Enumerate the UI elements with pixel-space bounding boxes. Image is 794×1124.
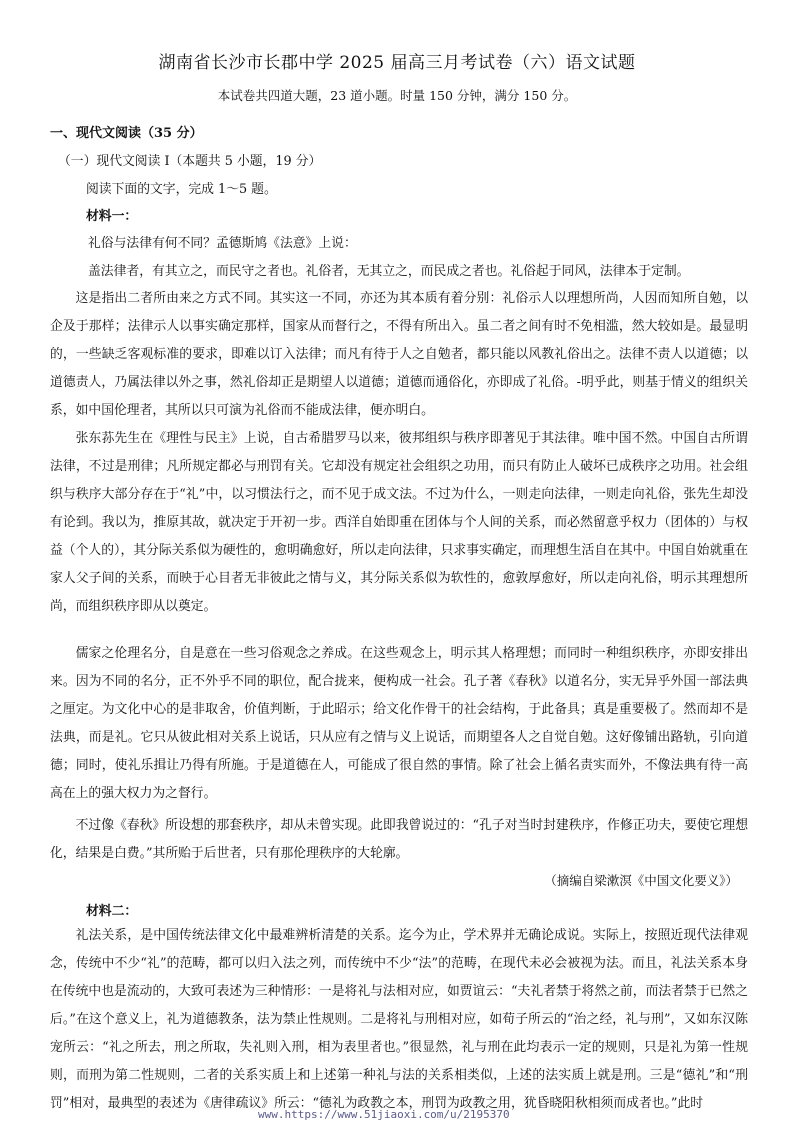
- material-1-paragraph: 不过像《春秋》所设想的那套秩序，却从未曾实现。此即我曾说过的：“孔子对当时封建秩序，作修正功夫，要使它理想化，结果是白费。”其所贻于后世者，只有那伦理秩序的大轮廓。: [50, 818, 748, 861]
- page-title: 湖南省长沙市长郡中学 2025 届高三月考试卷（六）语文试题: [158, 53, 636, 73]
- sub-section-heading: （一）现代文阅读 I（本题共 5 小题，19 分）: [58, 154, 322, 169]
- section-heading: 一、现代文阅读（35 分）: [50, 126, 203, 141]
- material-1-quote: 盖法律者，有其立之，而民守之者也。礼俗者，无其立之，而民成之者也。礼俗起于同风，法律本于定制。: [88, 264, 690, 279]
- material-1-intro: 礼俗与法律有何不同？孟德斯鸠《法意》上说：: [88, 236, 357, 251]
- material-1-paragraph: 这是指出二者所由来之方式不同。其实这一不同，亦还为其本质有着分别：礼俗示人以理想所尚，人因而知所自勉，以企及于那样；法律示人以事实确定那样，国家从而督行之，不得有所出入。虽二者之间有时不免相滥，然大较如是。最显明的，一些缺乏客观标准的要求，即难以订入法律；而凡有待于人之自勉者，都只能以风教礼俗出之。法律不责人以道德；以道德责人，乃属法律以外之事，然礼俗却正是期望人以道德；道德而通俗化，亦即成了礼俗。-明乎此，则基于情义的组织关系，如中国伦理者，其所以只可演为礼俗而不能成法律，便亦明白。: [50, 291, 748, 418]
- material-1-paragraph: 张东荪先生在《理性与民主》上说，自古希腊罗马以来，彼邦组织与秩序即著见于其法律。唯中国不然。中国自古所谓法律，不过是刑律；凡所规定都必与刑罚有关。它却没有规定社会组织之功用，而只有防止人破坏已成秩序之功用。社会组织与秩序大部分存在于“礼”中，以习惯法行之，而不见于成文法。不过为什么，一则走向法律，一则走向礼俗，张先生却没有论到。我以为，推原其故，就决定于开初一步。西洋自始即重在团体与个人间的关系，而必然留意乎权力（团体的）与权益（个人的），其分际关系似为硬性的，愈明确愈好，所以走向法律，只求事实确定，而理想生活自在其中。中国自始就重在家人父子间的关系，而映于心目者无非彼此之情与义，其分际关系似为软性的，愈敦厚愈好，所以走向礼俗，明示其理想所尚，而组织秩序即从以奠定。: [50, 431, 748, 614]
- material-2-paragraph: 礼法关系，是中国传统法律文化中最难辨析清楚的关系。迄今为止，学术界并无确论成说。实际上，按照近现代法律观念，传统中不少“礼”的范畴，都可以归入法之列，而传统中不少“法”的范畴，在现代未必会被视为法。而且，礼法关系本身在传统中也是流动的，大致可表述为三种情形：一是将礼与法相对应，如贾谊云：“夫礼者禁于将然之前，而法者禁于已然之后。”在这个意义上，礼为道德教条，法为禁止性规则。二是将礼与刑相对应，如荀子所云的“治之经，礼与刑”，又如东汉陈宠所云：“礼之所去，刑之所取，失礼则入刑，相为表里者也。”很显然，礼与刑在此均表示一定的规则，只是礼为第一性规则，而刑为第二性规则，二者的关系实质上和上述第一种礼与法的关系相类似，上述的法实质上就是刑。三是“德礼”和“刑罚”相对，最典型的表述为《唐律疏议》所云：“德礼为政教之本，刑罚为政教之用，犹昏晓阳秋相须而成者也。”此时: [50, 928, 748, 1111]
- material-1-source: （摘编自梁漱溟《中国文化要义》）: [544, 873, 738, 888]
- watermark-url: www.https://www.51jiaoxi.com/u/2195370: [258, 1108, 510, 1121]
- material-1-paragraph: 儒家之伦理名分，自是意在一些习俗观念之养成。在这些观念上，明示其人格理想；而同时一种组织秩序，亦即安排出来。因为不同的名分，正不外乎不同的职位，配合拢来，便构成一社会。孔子著《春秋》以道名分，实无异乎外国一部法典之厘定。为文化中心的是非取舍，价值判断，于此昭示；给文化作骨干的社会结构，于此备具；真是重要极了。然而却不是法典，而是礼。它只从彼此相对关系上说话，只从应有之情与义上说话，而期望各人之自觉自勉。这好像铺出路轨，引向道德；同时，使礼乐揖让乃得有所施。于是道德在人，可能成了很自然的事情。除了社会上循名责实而外，不像法典有待一高高在上的强大权力为之督行。: [50, 646, 748, 801]
- instruction: 阅读下面的文字，完成 1～5 题。: [86, 182, 277, 197]
- material-2-label: 材料二：: [86, 904, 138, 919]
- exam-info: 本试卷共四道大题，23 道小题。时量 150 分钟，满分 150 分。: [217, 88, 577, 103]
- material-1-label: 材料一：: [86, 209, 138, 224]
